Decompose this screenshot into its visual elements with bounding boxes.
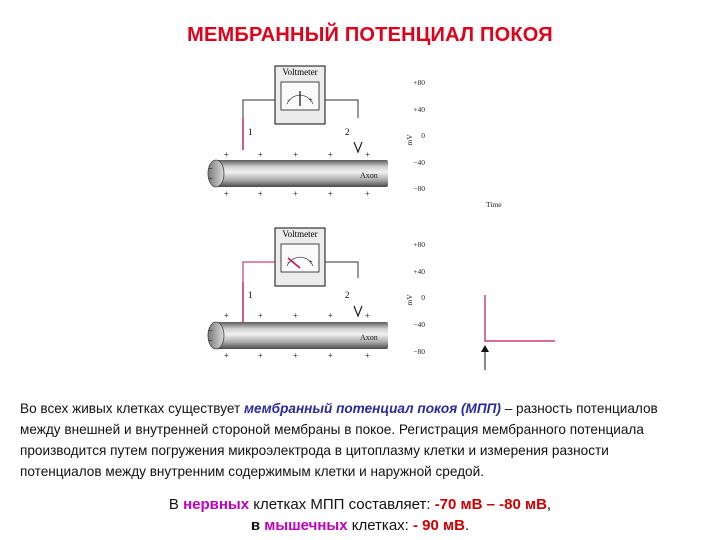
svg-text:+: +: [365, 150, 370, 159]
electrode-2-tip: [354, 142, 362, 152]
svg-text:+: +: [328, 351, 333, 360]
electrode-2-label: 2: [345, 127, 350, 137]
voltmeter-label: Voltmeter: [282, 229, 318, 239]
axon-label: Axon: [360, 171, 378, 180]
axon-2: [208, 322, 388, 349]
tick-label: 0: [421, 293, 425, 302]
svg-text:+: +: [293, 351, 298, 360]
summary-text: В: [168, 496, 184, 513]
term-rmp: мембранный потенциал покоя (МПП): [244, 401, 501, 416]
tick-label: −80: [413, 347, 425, 356]
time-label: Time: [486, 200, 502, 209]
svg-text:+: +: [328, 311, 333, 320]
page-title: МЕМБРАННЫЙ ПОТЕНЦИАЛ ПОКОЯ: [187, 24, 553, 46]
svg-text:+: +: [365, 351, 370, 360]
svg-text:+: +: [224, 351, 229, 360]
svg-text:+: +: [224, 189, 229, 198]
svg-text:+: +: [365, 311, 370, 320]
summary-text: ,: [546, 496, 552, 513]
tick-label: +80: [413, 78, 425, 87]
voltmeter-plus: +: [309, 260, 313, 266]
tick-label: +80: [413, 240, 425, 249]
axon-1: [208, 160, 388, 187]
summary-text: клетках МПП составляет:: [249, 496, 435, 513]
tick-label: 0: [421, 131, 425, 140]
axis-unit: mV: [405, 134, 414, 146]
panel-1-setup: [208, 66, 502, 209]
electrode-2-tip: [354, 306, 362, 316]
summary-values: [0, 494, 720, 536]
voltmeter-minus: −: [287, 260, 291, 266]
nerve-rmp-value: -70 мВ – -80 мВ: [434, 496, 547, 513]
svg-text:+: +: [258, 351, 263, 360]
summary-text: .: [464, 517, 470, 534]
summary-text: в: [250, 517, 265, 534]
svg-text:+: +: [365, 189, 370, 198]
voltmeter-1: [275, 66, 325, 124]
svg-text:+: +: [293, 150, 298, 159]
svg-text:+: +: [328, 150, 333, 159]
summary-line-muscle: [0, 515, 720, 536]
electrode-1-label: 1: [248, 127, 253, 137]
svg-text:+: +: [293, 311, 298, 320]
axon-inner-minus: −: [208, 174, 213, 183]
svg-text:+: +: [224, 150, 229, 159]
tick-label: −40: [413, 158, 425, 167]
svg-text:+: +: [258, 311, 263, 320]
tick-label: +40: [413, 105, 425, 114]
nerve-cells-label: нервных: [183, 496, 250, 513]
voltmeter-label: Voltmeter: [282, 67, 318, 77]
electrode-1-label: 1: [248, 290, 253, 300]
tick-label: +40: [413, 267, 425, 276]
axon-label: Axon: [360, 333, 378, 342]
paragraph-body: – разность потенциалов между внешней и внутренней стороной мембраны в покое. Регистрация мембранного потенциала производится путем погружения микроэлектрода в цитоплазму клетки и измерения разности потенциалов между внутренним содержимым клетки и наружной средой.: [20, 401, 658, 479]
tick-label: −80: [413, 184, 425, 193]
panel-2-setup: [208, 228, 555, 370]
axis-unit: mV: [405, 294, 414, 306]
electrode-2-label: 2: [345, 290, 350, 300]
svg-text:+: +: [224, 311, 229, 320]
voltmeter-2: [275, 228, 325, 286]
svg-text:+: +: [293, 189, 298, 198]
insertion-arrow-head: [481, 345, 489, 352]
summary-text: клетках:: [347, 517, 413, 534]
svg-text:+: +: [258, 189, 263, 198]
muscle-cells-label: мышечных: [264, 517, 348, 534]
axon-inner-minus: −: [208, 164, 213, 173]
svg-text:+: +: [258, 150, 263, 159]
description-paragraph: [20, 398, 690, 482]
summary-line-nerve: [0, 494, 720, 515]
voltmeter-minus: −: [287, 98, 291, 104]
tick-label: −40: [413, 320, 425, 329]
axon-inner-minus: −: [208, 326, 213, 335]
recording-axis-2: [405, 240, 425, 356]
recording-axis-1: [405, 78, 502, 209]
voltmeter-plus: +: [309, 98, 313, 104]
axon-inner-minus: −: [208, 336, 213, 345]
paragraph-intro: Во всех живых клетках существует: [20, 401, 244, 416]
muscle-rmp-value: - 90 мВ: [413, 517, 465, 534]
svg-text:+: +: [328, 189, 333, 198]
resting-potential-trace: [485, 295, 555, 341]
